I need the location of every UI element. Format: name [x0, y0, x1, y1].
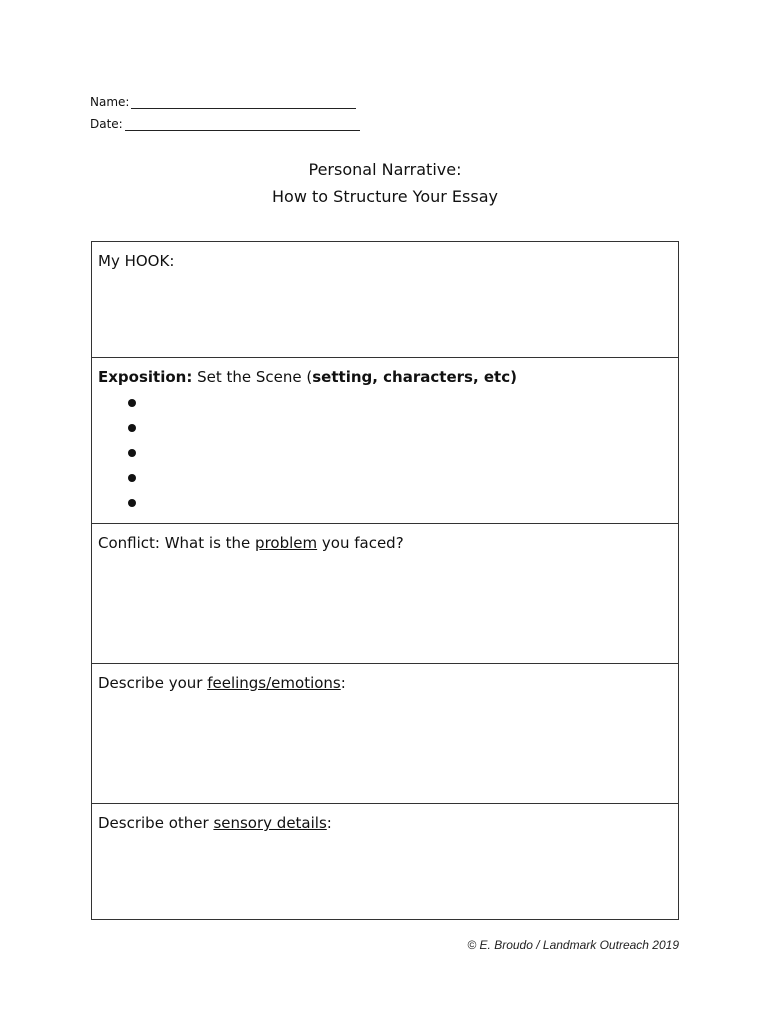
- exposition-section[interactable]: [91, 357, 679, 524]
- sensory-text-1: Describe other: [98, 814, 214, 832]
- conflict-section[interactable]: [91, 523, 679, 664]
- exposition-text-2: setting, characters, etc: [312, 368, 511, 386]
- bullet-item[interactable]: [128, 467, 672, 492]
- conflict-heading: [98, 534, 404, 552]
- feelings-heading: [98, 674, 346, 692]
- feelings-text-1: Describe your: [98, 674, 208, 692]
- hook-label: My HOOK:: [98, 252, 175, 270]
- sensory-heading: [98, 814, 332, 832]
- conflict-text-2: you faced?: [317, 534, 404, 552]
- hook-section[interactable]: [91, 241, 679, 358]
- conflict-underlined: problem: [255, 534, 318, 552]
- exposition-bullet-list: [98, 392, 672, 517]
- date-line[interactable]: [125, 116, 360, 131]
- exposition-text-3: ): [510, 368, 517, 386]
- footer-credit: © E. Broudo / Landmark Outreach 2019: [467, 938, 679, 952]
- page-subtitle: How to Structure Your Essay: [272, 187, 498, 206]
- bullet-item[interactable]: [128, 442, 672, 467]
- sensory-section[interactable]: [91, 803, 679, 920]
- bullet-item[interactable]: [128, 492, 672, 517]
- date-field[interactable]: [90, 116, 360, 131]
- feelings-underlined: feelings/emotions: [207, 674, 341, 692]
- date-label: Date:: [90, 117, 123, 131]
- feelings-section[interactable]: [91, 663, 679, 804]
- name-line[interactable]: [131, 94, 356, 109]
- exposition-heading: [98, 368, 517, 386]
- name-field[interactable]: [90, 94, 356, 109]
- exposition-label: Exposition:: [98, 368, 193, 386]
- sensory-text-2: :: [326, 814, 332, 832]
- sensory-underlined: sensory details: [213, 814, 327, 832]
- page-title: Personal Narrative:: [308, 160, 462, 179]
- conflict-text-1: Conflict: What is the: [98, 534, 256, 552]
- bullet-item[interactable]: [128, 417, 672, 442]
- name-label: Name:: [90, 95, 130, 109]
- exposition-text-1: Set the Scene (: [192, 368, 313, 386]
- feelings-text-2: :: [340, 674, 346, 692]
- bullet-item[interactable]: [128, 392, 672, 417]
